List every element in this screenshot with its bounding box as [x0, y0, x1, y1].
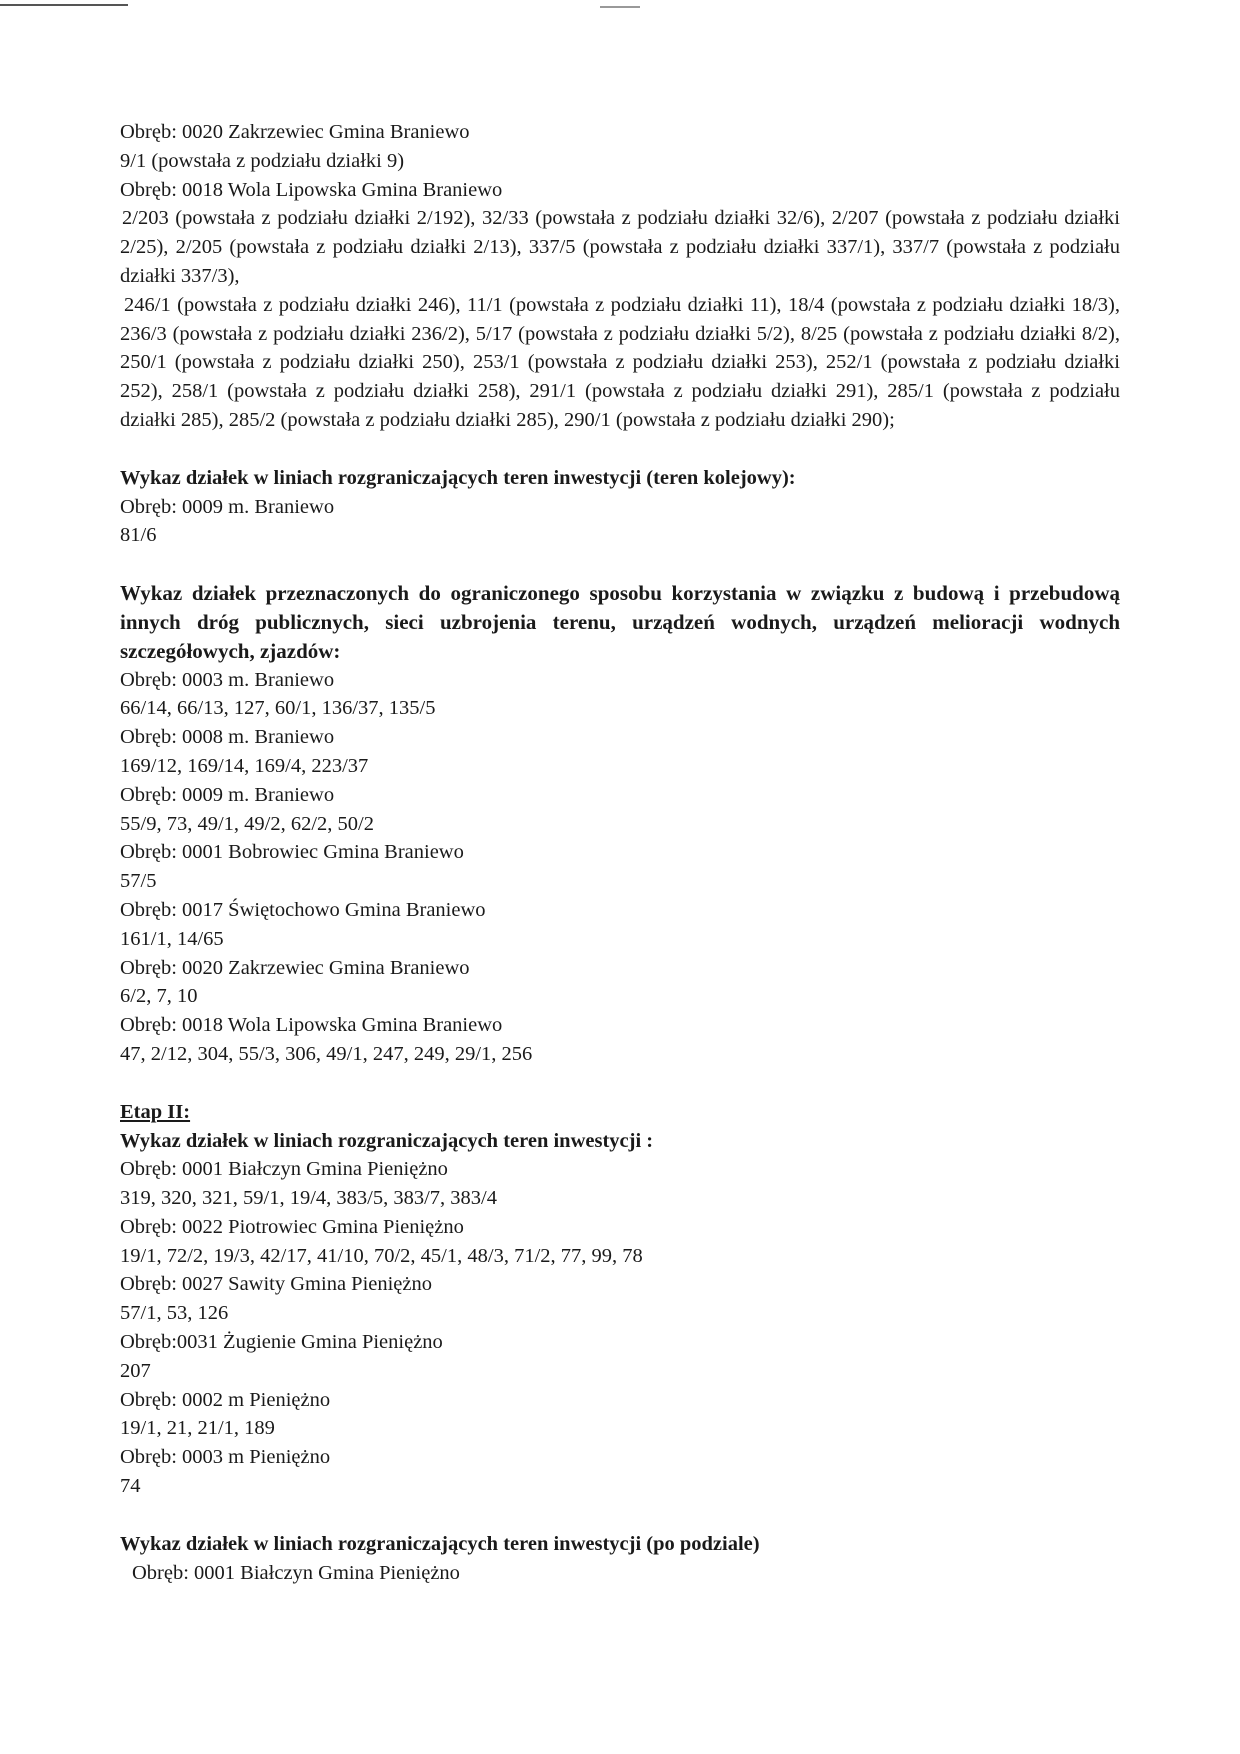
paragraph-gap — [120, 1501, 1120, 1530]
obreb-line: Obręb: 0017 Świętochowo Gmina Braniewo — [120, 898, 486, 921]
obreb-line: Obręb: 0027 Sawity Gmina Pieniężno — [120, 1273, 433, 1296]
after-division-section — [120, 1530, 1120, 1588]
document-page — [120, 118, 1120, 1587]
parcel-list: 55/9, 73, 49/1, 49/2, 62/2, 50/2 — [120, 812, 374, 835]
stage2-section — [120, 1098, 1120, 1501]
parcel-list: 161/1, 14/65 — [120, 927, 224, 950]
parcel-list: 2/203 (powstała z podziału działki 2/192), 32/33 (powstała z podziału działki 32/6), 2/207 (powstała z podziału działki 2/25), 2/205 (powstała z podziału działki 2/13), 337/5 (powstała z podziału działki 337/1), 337/7 (powstała z podziału działki 337/3), — [120, 207, 1120, 287]
obreb-line: Obręb: 0001 Białczyn Gmina Pieniężno — [132, 1561, 460, 1584]
parcel-list: 19/1, 21, 21/1, 189 — [120, 1417, 275, 1440]
parcel-list: 57/1, 53, 126 — [120, 1302, 229, 1325]
obreb-line: Obręb: 0008 m. Braniewo — [120, 726, 335, 749]
parcel-list: 319, 320, 321, 59/1, 19/4, 383/5, 383/7, 383/4 — [120, 1187, 497, 1210]
obreb-line: Obręb: 0018 Wola Lipowska Gmina Braniewo — [120, 1014, 503, 1037]
parcel-list: 9/1 (powstała z podziału działki 9) — [120, 149, 405, 172]
obreb-line: Obręb: 0003 m Pieniężno — [120, 1446, 331, 1469]
scan-edge-mark-top-center — [600, 6, 640, 8]
obreb-line: Obręb: 0009 m. Braniewo — [120, 783, 335, 806]
obreb-line: Obręb: 0002 m Pieniężno — [120, 1388, 331, 1411]
obreb-line: Obręb: 0020 Zakrzewiec Gmina Braniewo — [120, 121, 470, 143]
limited-use-section — [120, 579, 1120, 1069]
parcel-list: 246/1 (powstała z podziału działki 246), 11/1 (powstała z podziału działki 11), 18/4 (powstała z podziału działki 18/3), 236/3 (powstała z podziału działki 236/2), 5/17 (powstała z podziału działki 5/2), 8/25 (powstała z podziału działki 8/2), 250/1 (powstała z podziału działki 250), 253/1 (powstała z podziału działki 253), 252/1 (powstała z podziału działki 252), 258/1 (powstała z podziału działki 258), 291/1 (powstała z podziału działki 291), 285/1 (powstała z podziału działki 285), 285/2 (powstała z podziału działki 285), 290/1 (powstała z podziału działki 290); — [120, 293, 1120, 431]
section-heading: Wykaz działek w liniach rozgraniczających teren inwestycji : — [120, 1129, 654, 1152]
obreb-line: Obręb: 0001 Bobrowiec Gmina Braniewo — [120, 841, 464, 864]
stage-title: Etap II: — [120, 1100, 191, 1123]
obreb-line: Obręb: 0009 m. Braniewo — [120, 495, 335, 518]
parcel-list: 66/14, 66/13, 127, 60/1, 136/37, 135/5 — [120, 697, 436, 720]
paragraph-gap — [120, 1069, 1120, 1098]
paragraph-gap — [120, 435, 1120, 464]
parcel-list: 169/12, 169/14, 169/4, 223/37 — [120, 754, 369, 777]
parcel-list: 57/5 — [120, 870, 157, 893]
scan-edge-mark-top-left — [0, 4, 128, 6]
obreb-line: Obręb: 0018 Wola Lipowska Gmina Braniewo — [120, 178, 503, 201]
parcel-list: 207 — [120, 1359, 151, 1382]
parcel-list: 47, 2/12, 304, 55/3, 306, 49/1, 247, 249, 29/1, 256 — [120, 1042, 533, 1065]
paragraph-gap — [120, 550, 1120, 579]
railway-section — [120, 464, 1120, 550]
obreb-line: Obręb: 0022 Piotrowiec Gmina Pieniężno — [120, 1215, 464, 1238]
obreb-line: Obręb: 0003 m. Braniewo — [120, 668, 335, 691]
obreb-line: Obręb:0031 Żugienie Gmina Pieniężno — [120, 1331, 443, 1354]
parcel-list: 81/6 — [120, 524, 157, 547]
parcel-list: 19/1, 72/2, 19/3, 42/17, 41/10, 70/2, 45/1, 48/3, 71/2, 77, 99, 78 — [120, 1244, 643, 1267]
section-heading: Wykaz działek przeznaczonych do ograniczonego sposobu korzystania w związku z budową i przebudową innych dróg publicznych, sieci uzbrojenia terenu, urządzeń wodnych, urządzeń melioracji wodnych szczegółowych, zjazdów: — [120, 581, 1120, 663]
obreb-line: Obręb: 0020 Zakrzewiec Gmina Braniewo — [120, 956, 470, 979]
parcel-list: 74 — [120, 1475, 141, 1498]
stage1-continuation-section — [120, 118, 1120, 435]
section-heading: Wykaz działek w liniach rozgraniczających teren inwestycji (teren kolejowy): — [120, 466, 796, 489]
obreb-line: Obręb: 0001 Białczyn Gmina Pieniężno — [120, 1158, 448, 1181]
parcel-list: 6/2, 7, 10 — [120, 985, 198, 1008]
section-heading: Wykaz działek w liniach rozgraniczających teren inwestycji (po podziale) — [120, 1532, 760, 1555]
